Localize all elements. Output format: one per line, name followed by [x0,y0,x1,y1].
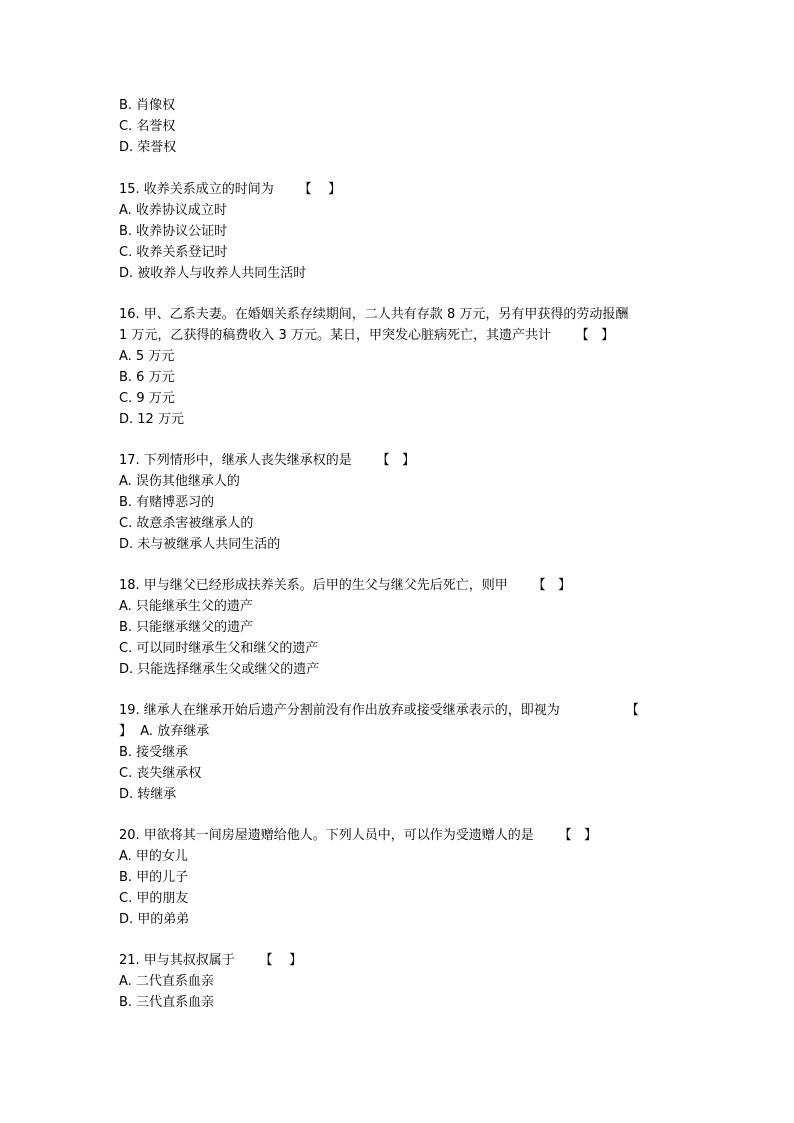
option-d-q16: D. 12 万元 [119,412,184,427]
option-d-q20: D. 甲的弟弟 [119,912,190,927]
question-18: 18. 甲与继父已经形成扶养关系。后甲的生父与继父先后死亡，则甲 【 】 [119,578,571,593]
option-d-q19: D. 转继承 [119,787,177,802]
option-c-q19: C. 丧失继承权 [119,766,202,781]
option-b-q17: B. 有赌博恶习的 [119,495,215,510]
option-b-q19: B. 接受继承 [119,745,189,760]
option-d-q17: D. 未与被继承人共同生活的 [119,537,281,552]
option-a-q15: A. 收养协议成立时 [119,203,227,218]
option-a-q21: A. 二代直系血亲 [119,974,214,989]
option-c-q17: C. 故意杀害被继承人的 [119,516,254,531]
question-19: 19. 继承人在继承开始后遗产分割前没有作出放弃或接受继承表示的，即视为 【 [119,703,639,718]
option-d-q18: D. 只能选择继承生父或继父的遗产 [119,662,320,677]
option-c-q20: C. 甲的朋友 [119,891,189,906]
question-15: 15. 收养关系成立的时间为 【 】 [119,182,342,197]
option-b-q21: B. 三代直系血亲 [119,995,215,1010]
option-a-q17: A. 误伤其他继承人的 [119,474,240,489]
question-21: 21. 甲与其叔叔属于 【 】 [119,953,303,968]
question-16-line-2: 1 万元，乙获得的稿费收入 3 万元。某日，甲突发心脏病死亡，其遗产共计 【 】 [119,328,615,343]
option-c-q15: C. 收养关系登记时 [119,245,228,260]
option-b-q20: B. 甲的儿子 [119,870,189,885]
question-20: 20. 甲欲将其一间房屋遗赠给他人。下列人员中，可以作为受遗赠人的是 【 】 [119,828,597,843]
option-d-q14: D. 荣誉权 [119,140,177,155]
question-16-line-1: 16. 甲、乙系夫妻。在婚姻关系存续期间，二人共有存款 8 万元，另有甲获得的劳动报酬 [119,307,629,322]
option-c-q16: C. 9 万元 [119,391,175,406]
option-c-q14: C. 名誉权 [119,119,176,134]
option-c-q18: C. 可以同时继承生父和继父的遗产 [119,641,319,656]
option-b-q16: B. 6 万元 [119,370,175,385]
option-a-q20: A. 甲的女儿 [119,849,188,864]
option-a-q19: 】 A. 放弃继承 [119,724,210,739]
question-17: 17. 下列情形中，继承人丧失继承权的是 【 】 [119,453,415,468]
option-a-q16: A. 5 万元 [119,349,175,364]
option-a-q18: A. 只能继承生父的遗产 [119,599,253,614]
option-b-q14: B. 肖像权 [119,98,176,113]
option-b-q15: B. 收养协议公证时 [119,224,228,239]
option-b-q18: B. 只能继承继父的遗产 [119,620,254,635]
option-d-q15: D. 被收养人与收养人共同生活时 [119,266,307,281]
